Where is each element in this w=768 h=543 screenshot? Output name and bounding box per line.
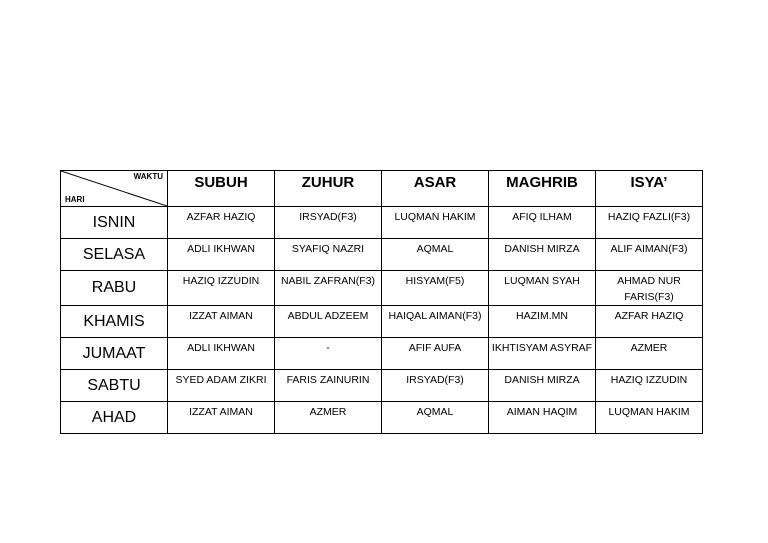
column-header-isya: ISYA’ <box>596 171 703 207</box>
prayer-duty-schedule-table <box>60 170 703 434</box>
column-header-zuhur: ZUHUR <box>275 171 382 207</box>
table-cell: FARIS ZAINURIN <box>275 370 382 402</box>
table-cell: IKHTISYAM ASYRAF <box>489 338 596 370</box>
table-row <box>61 402 703 434</box>
table-cell: IRSYAD(F3) <box>382 370 489 402</box>
table-cell: IZZAT AIMAN <box>168 306 275 338</box>
table-cell: SYAFIQ NAZRI <box>275 239 382 271</box>
table-cell: HAZIQ IZZUDIN <box>596 370 703 402</box>
table-cell: IRSYAD(F3) <box>275 207 382 239</box>
day-label: AHAD <box>61 402 168 434</box>
table-row <box>61 370 703 402</box>
corner-cell <box>61 171 168 207</box>
table-row <box>61 306 703 338</box>
table-cell: AZFAR HAZIQ <box>168 207 275 239</box>
table-cell: - <box>275 338 382 370</box>
table-row <box>61 338 703 370</box>
table-cell: DANISH MIRZA <box>489 239 596 271</box>
table-cell: LUQMAN HAKIM <box>596 402 703 434</box>
table-row <box>61 271 703 306</box>
table-cell: DANISH MIRZA <box>489 370 596 402</box>
table-cell: HISYAM(F5) <box>382 271 489 306</box>
day-label: JUMAAT <box>61 338 168 370</box>
table-cell: AFIQ ILHAM <box>489 207 596 239</box>
table-cell: AIMAN HAQIM <box>489 402 596 434</box>
table-cell: NABIL ZAFRAN(F3) <box>275 271 382 306</box>
table-row <box>61 207 703 239</box>
header-row <box>61 171 703 207</box>
day-label: KHAMIS <box>61 306 168 338</box>
column-header-subuh: SUBUH <box>168 171 275 207</box>
table-cell: LUQMAN HAKIM <box>382 207 489 239</box>
table-cell: IZZAT AIMAN <box>168 402 275 434</box>
day-label: ISNIN <box>61 207 168 239</box>
table-cell: SYED ADAM ZIKRI <box>168 370 275 402</box>
day-label: RABU <box>61 271 168 306</box>
table-cell: HAZIM.MN <box>489 306 596 338</box>
table-cell: AZFAR HAZIQ <box>596 306 703 338</box>
corner-label-hari: HARI <box>65 195 85 204</box>
day-label: SELASA <box>61 239 168 271</box>
table-cell: AZMER <box>596 338 703 370</box>
table-cell: ABDUL ADZEEM <box>275 306 382 338</box>
table-cell: ALIF AIMAN(F3) <box>596 239 703 271</box>
table-cell: AQMAL <box>382 402 489 434</box>
table-cell: AZMER <box>275 402 382 434</box>
table-cell: AFIF AUFA <box>382 338 489 370</box>
table-cell: AHMAD NUR FARIS(F3) <box>596 271 703 306</box>
table-cell: LUQMAN SYAH <box>489 271 596 306</box>
corner-label-waktu: WAKTU <box>133 172 163 181</box>
table-row <box>61 239 703 271</box>
column-header-asar: ASAR <box>382 171 489 207</box>
table-cell: ADLI IKHWAN <box>168 338 275 370</box>
column-header-maghrib: MAGHRIB <box>489 171 596 207</box>
table-cell: AQMAL <box>382 239 489 271</box>
table-cell: HAIQAL AIMAN(F3) <box>382 306 489 338</box>
table-cell: HAZIQ IZZUDIN <box>168 271 275 306</box>
day-label: SABTU <box>61 370 168 402</box>
table-cell: HAZIQ FAZLI(F3) <box>596 207 703 239</box>
table-cell: ADLI IKHWAN <box>168 239 275 271</box>
